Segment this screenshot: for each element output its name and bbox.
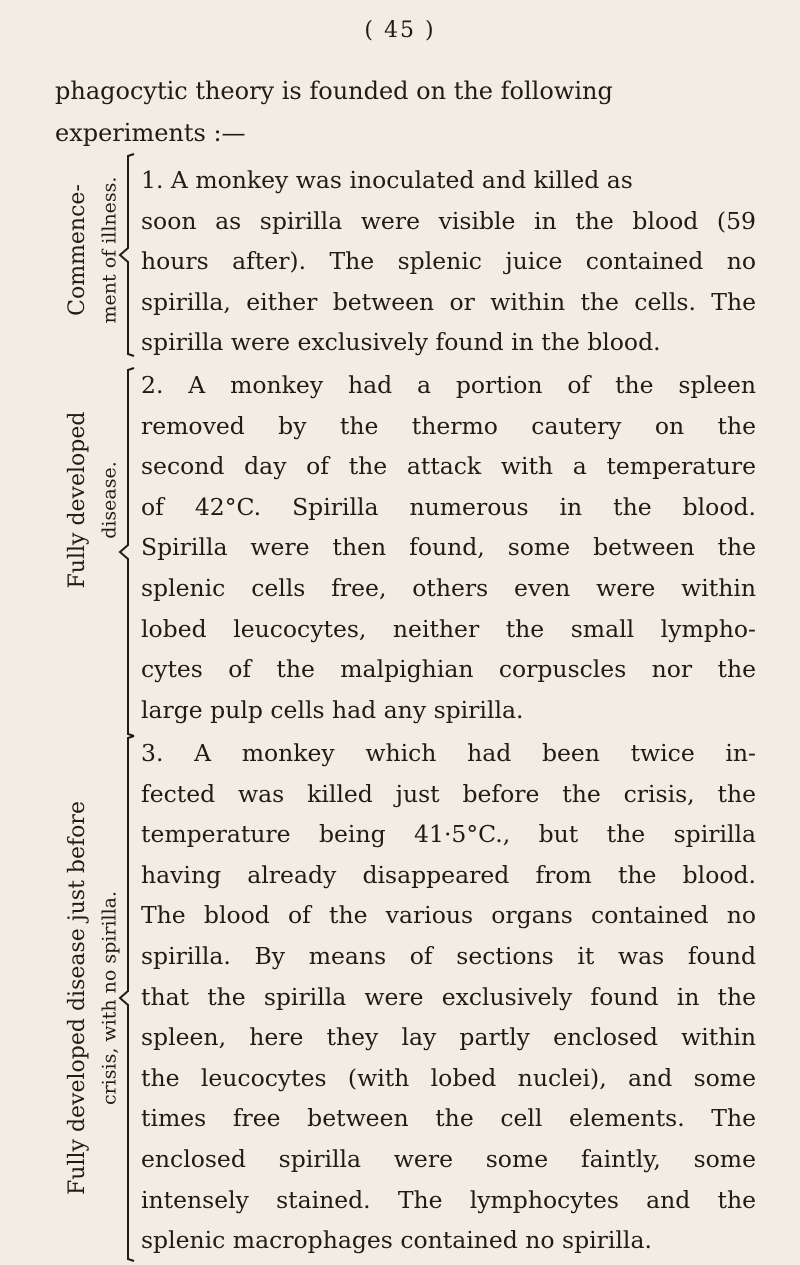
- page-number: ( 45 ): [364, 18, 436, 43]
- stage-label: Commence-: [65, 184, 90, 316]
- text-line: 1. A monkey was inoculated and killed as: [141, 166, 633, 194]
- text-line: Spirilla were then found, some between the: [141, 533, 756, 562]
- intro-paragraph: [55, 70, 745, 154]
- text-line: 3. A monkey which had been twice in-: [141, 739, 756, 767]
- intro-line: phagocytic theory is founded on the following: [55, 77, 613, 105]
- stage-sublabel: ment of illness.: [98, 176, 121, 324]
- text-line: The blood of the various organs contained no: [141, 901, 756, 930]
- text-line: cytes of the malpighian corpuscles nor the: [141, 655, 756, 684]
- intro-line: experiments :—: [55, 119, 246, 147]
- stage-label: Fully developed: [65, 411, 90, 589]
- text-line: hours after). The splenic juice contained no: [141, 247, 756, 276]
- text-line: the leucocytes (with lobed nuclei), and some: [141, 1063, 756, 1092]
- text-line: enclosed spirilla were some faintly, some: [141, 1144, 756, 1173]
- text-line: spirilla. By means of sections it was found: [141, 941, 756, 970]
- text-line: of 42°C. Spirilla numerous in the blood.: [141, 492, 756, 521]
- text-line: spirilla, either between or within the cells. The: [141, 287, 756, 316]
- experiment-text: [141, 160, 756, 363]
- stage-sublabel: disease.: [98, 461, 121, 539]
- text-line: spleen, here they lay partly enclosed within: [141, 1023, 756, 1052]
- brace-icon: [116, 364, 140, 740]
- brace-icon: [116, 732, 140, 1265]
- text-line: intensely stained. The lymphocytes and the: [141, 1185, 756, 1214]
- text-line: 2. A monkey had a portion of the spleen: [141, 371, 756, 399]
- text-line: second day of the attack with a temperature: [141, 452, 756, 481]
- text-line: times free between the cell elements. The: [141, 1104, 756, 1133]
- stage-sublabel: crisis, with no spirilla.: [98, 890, 121, 1106]
- experiment-text: [141, 365, 756, 730]
- text-line: having already disappeared from the blood.: [141, 860, 756, 889]
- text-line: splenic cells free, others even were within: [141, 573, 756, 602]
- text-line: temperature being 41·5°C., but the spirilla: [141, 820, 756, 849]
- text-line: spirilla were exclusively found in the blood.: [141, 328, 661, 357]
- text-line: soon as spirilla were visible in the blood (59: [141, 206, 756, 235]
- text-line: splenic macrophages contained no spirilla.: [141, 1226, 652, 1255]
- brace-icon: [116, 150, 140, 360]
- text-line: fected was killed just before the crisis, the: [141, 779, 756, 808]
- text-line: large pulp cells had any spirilla.: [141, 695, 524, 724]
- text-line: that the spirilla were exclusively found in the: [141, 982, 756, 1011]
- text-line: removed by the thermo cautery on the: [141, 411, 756, 440]
- text-line: lobed leucocytes, neither the small lympho-: [141, 614, 756, 643]
- experiment-text: [141, 733, 756, 1261]
- stage-label: Fully developed disease just before: [65, 801, 90, 1195]
